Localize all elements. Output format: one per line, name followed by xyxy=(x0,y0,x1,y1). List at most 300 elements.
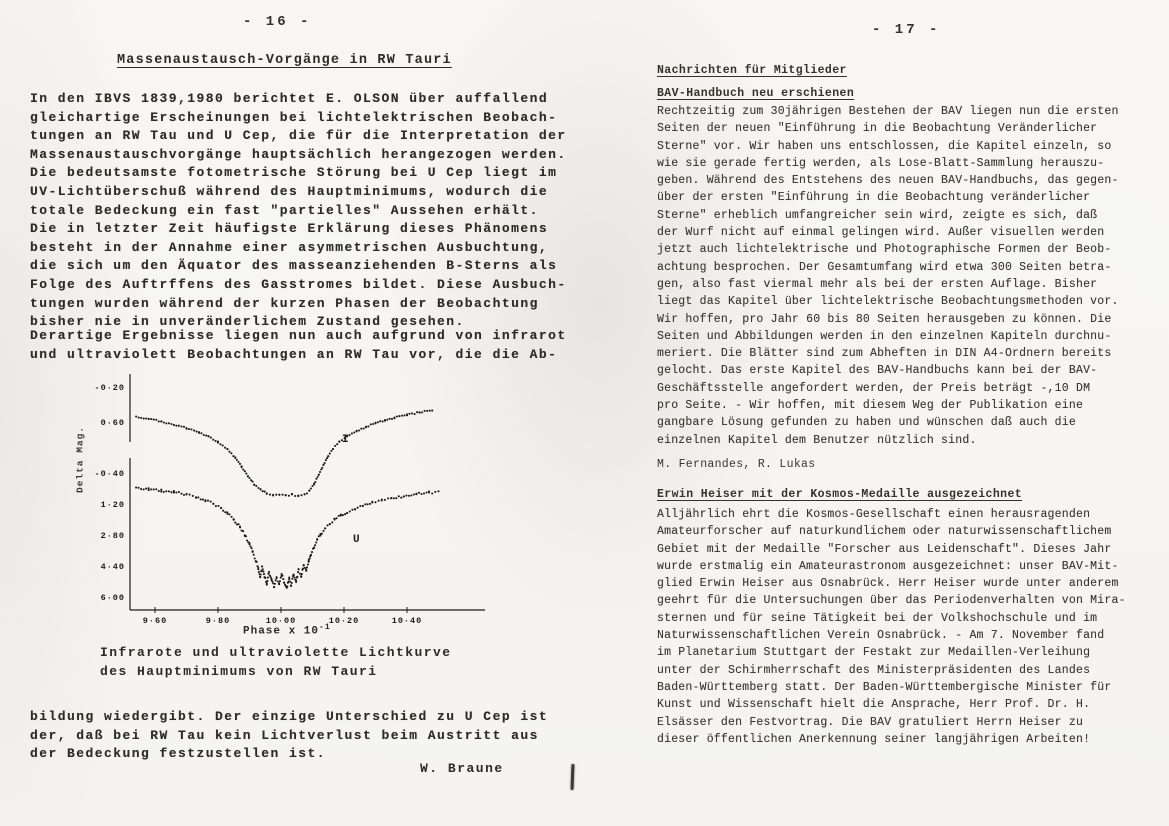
data-point xyxy=(310,487,312,489)
data-point xyxy=(266,580,268,582)
data-point xyxy=(254,557,256,559)
data-point xyxy=(262,571,264,573)
data-point xyxy=(165,490,167,492)
text-line: achtung besprochen. Der Gesamtumfang wird etwa 300 Seiten betra- xyxy=(657,260,1112,274)
data-point xyxy=(257,567,259,569)
data-point xyxy=(248,542,250,544)
text-line: im Planetarium Stuttgart der Festakt zur Medaillen-Verleihung xyxy=(657,646,1091,660)
text-line: des Hauptminimums von RW Tauri xyxy=(100,664,378,679)
data-point xyxy=(374,501,376,503)
data-point xyxy=(143,418,145,420)
text-line: Gebiet mit der Medaille "Forscher aus Leidenschaft". Dieses Jahr xyxy=(657,542,1112,556)
data-point xyxy=(145,417,147,419)
data-point xyxy=(408,413,410,415)
data-point xyxy=(207,435,209,437)
data-point xyxy=(143,488,145,490)
data-point xyxy=(291,493,293,495)
data-point xyxy=(395,497,397,499)
data-point xyxy=(192,495,194,497)
data-point xyxy=(398,495,400,497)
data-point xyxy=(210,437,212,439)
data-point xyxy=(278,583,280,585)
data-point xyxy=(314,544,316,546)
data-point xyxy=(173,490,175,492)
data-point xyxy=(405,494,407,496)
data-point xyxy=(374,422,376,424)
data-point xyxy=(291,578,293,580)
article-paragraph-1 xyxy=(30,90,567,332)
data-point xyxy=(180,493,182,495)
article-bav-handbuch-body xyxy=(657,103,1119,449)
data-point xyxy=(204,499,206,501)
data-point xyxy=(401,415,403,417)
text-line: Geschäftsstelle angefordert werden, der Preis beträgt -,10 DM xyxy=(657,381,1091,395)
data-point xyxy=(228,451,230,453)
data-point xyxy=(280,577,282,579)
article-heading-erwin-heiser: Erwin Heiser mit der Kosmos-Medaille ausgezeichnet xyxy=(657,488,1023,501)
data-point xyxy=(168,490,170,492)
data-point xyxy=(308,561,310,563)
data-point xyxy=(189,494,191,496)
text-line: Sterne" vor. Wir haben uns entschlossen, die Kapitel einzeln, so xyxy=(657,139,1112,153)
text-line: über der ersten "Einführung in die Beobachtung veränderlicher xyxy=(657,191,1091,205)
data-point xyxy=(413,493,415,495)
text-line: In den IBVS 1839,1980 berichtet E. OLSON über auffallend xyxy=(30,91,549,106)
data-point xyxy=(349,510,351,512)
data-point xyxy=(300,494,302,496)
data-point xyxy=(278,494,280,496)
data-point xyxy=(429,410,431,412)
data-point xyxy=(282,578,284,580)
data-point xyxy=(253,554,255,556)
data-point xyxy=(321,467,323,469)
data-point xyxy=(245,535,247,537)
data-point xyxy=(183,426,185,428)
text-line: jetzt auch lichtelektrische und Photographische Formen der Beob- xyxy=(657,243,1112,257)
data-point xyxy=(276,577,278,579)
data-point xyxy=(155,419,157,421)
data-point xyxy=(304,493,306,495)
data-point xyxy=(315,478,317,480)
x-tick-label: 9·80 xyxy=(205,616,231,626)
data-point xyxy=(244,470,246,472)
data-point xyxy=(140,488,142,490)
data-point xyxy=(306,492,308,494)
text-line: Derartige Ergebnisse liegen nun auch aufgrund von infrarot xyxy=(30,328,567,343)
text-line: der Bedeckung festzustellen ist. xyxy=(30,746,327,762)
data-point xyxy=(419,412,421,414)
data-point xyxy=(378,500,380,502)
signature-fernandes-lukas: M. Fernandes, R. Lukas xyxy=(657,458,816,471)
article-erwin-heiser-body xyxy=(657,506,1126,748)
data-point xyxy=(367,503,369,505)
data-point xyxy=(281,575,283,577)
data-point xyxy=(386,419,388,421)
data-point xyxy=(160,489,162,491)
data-point xyxy=(205,435,207,437)
text-line: tungen wurden während der kurzen Phasen der Beobachtung xyxy=(30,295,539,311)
signature-w-braune: W. Braune xyxy=(420,761,504,776)
data-point xyxy=(428,490,430,492)
data-point xyxy=(239,525,241,527)
data-point xyxy=(262,490,264,492)
data-point xyxy=(185,493,187,495)
data-point xyxy=(308,490,310,492)
data-point xyxy=(266,582,268,584)
data-point xyxy=(298,568,300,570)
data-point xyxy=(333,519,335,521)
text-line: meriert. Die Blätter sind zum Abheften in DIN A4-Ordnern bereits xyxy=(657,347,1112,361)
data-point xyxy=(222,510,224,512)
text-line: glied Erwin Heiser aus Osnabrück. Herr Heiser wurde unter anderem xyxy=(657,577,1119,591)
data-point xyxy=(410,494,412,496)
data-point xyxy=(230,452,232,454)
text-line: einzelnen Kapitel dem Benutzer nützlich sind. xyxy=(657,433,977,447)
data-point xyxy=(358,429,360,431)
data-point xyxy=(158,420,160,422)
data-point xyxy=(431,492,433,494)
text-line: geben. Während des Entstehens des neuen BAV-Handbuchs, das gegen- xyxy=(657,174,1119,188)
text-line: dieser öffentlichen Anerkennung seiner langjährigen Arbeiten! xyxy=(657,732,1091,746)
data-point xyxy=(396,415,398,417)
text-line: die sich um den Äquator des masseanziehenden B-Sterns als xyxy=(30,258,558,274)
data-point xyxy=(406,413,408,415)
data-point xyxy=(306,566,308,568)
text-line: Seiten und Abbildungen werden in den einzelnen Kapiteln durchnu- xyxy=(657,329,1112,343)
text-line: gangbare Lösung gefunden zu haben und wünschen daß auch die xyxy=(657,416,1076,430)
text-line: Wir hoffen, pro Jahr 60 bis 80 Seiten herausgeben zu können. Die xyxy=(657,312,1112,326)
chart-caption xyxy=(100,643,452,681)
data-point xyxy=(351,509,353,511)
data-point xyxy=(296,576,298,578)
data-point xyxy=(393,497,395,499)
data-point xyxy=(434,491,436,493)
data-point xyxy=(170,491,172,493)
text-line: und ultraviolett Beobachtungen an RW Tau vor, die die Ab- xyxy=(30,346,558,362)
data-point xyxy=(188,428,190,430)
data-point xyxy=(286,585,288,587)
data-point xyxy=(215,440,217,442)
text-line: Rechtzeitig zum 30jährigen Bestehen der BAV liegen nun die ersten xyxy=(657,105,1119,118)
data-point xyxy=(329,453,331,455)
data-point xyxy=(252,481,254,483)
data-point xyxy=(212,503,214,505)
data-point xyxy=(231,516,233,518)
data-point xyxy=(356,430,358,432)
data-point xyxy=(390,497,392,499)
data-point xyxy=(234,522,236,524)
data-point xyxy=(196,431,198,433)
data-point xyxy=(271,581,273,583)
data-point xyxy=(163,491,165,493)
y-tick-label: 4·40 xyxy=(100,562,125,572)
data-point xyxy=(158,490,160,492)
data-point xyxy=(371,501,373,503)
text-line: Amateurforscher auf naturkundlichem oder naturwissenschaftlichem xyxy=(657,525,1112,539)
data-point xyxy=(321,533,323,535)
text-line: bisher nie in unveränderlichem Zustand gesehen. xyxy=(30,314,465,330)
text-line: gen, also fast viermal mehr als bei der ersten Auflage. Bisher xyxy=(657,277,1098,291)
data-point xyxy=(185,427,187,429)
text-line: Kunst und Wissenschaft hielt die Ansprache, Herr Prof. Dr. H. xyxy=(657,698,1091,712)
data-point xyxy=(269,494,271,496)
data-point xyxy=(426,410,428,412)
data-point xyxy=(288,495,290,497)
series-label-i: I xyxy=(342,434,350,446)
data-point xyxy=(295,579,297,581)
data-point xyxy=(400,497,402,499)
data-point xyxy=(264,491,266,493)
data-point xyxy=(193,430,195,432)
data-point xyxy=(351,432,353,434)
data-point xyxy=(183,494,185,496)
data-point xyxy=(297,495,299,497)
data-point xyxy=(411,412,413,414)
data-point xyxy=(384,419,386,421)
text-line: unter der Schirmherrschaft des Ministerpräsidenten des Landes xyxy=(657,663,1091,677)
data-point xyxy=(160,491,162,493)
data-point xyxy=(272,494,274,496)
data-point xyxy=(217,505,219,507)
data-point xyxy=(274,583,276,585)
data-point xyxy=(326,457,328,459)
text-line: Elsässer den Festvortrag. Die BAV gratuliert Herrn Heiser zu xyxy=(657,715,1084,729)
data-point xyxy=(382,420,384,422)
data-point xyxy=(377,421,379,423)
data-point xyxy=(354,508,356,510)
data-point xyxy=(340,515,342,517)
data-point xyxy=(344,513,346,515)
data-point xyxy=(415,493,417,495)
data-point xyxy=(202,499,204,501)
data-point xyxy=(319,471,321,473)
data-point xyxy=(421,411,423,413)
data-point xyxy=(365,426,367,428)
text-line: Folge des Auftrffens des Gasstromes bildet. Diese Ausbuch- xyxy=(30,276,567,292)
data-point xyxy=(423,492,425,494)
data-point xyxy=(290,585,292,587)
data-point xyxy=(241,465,243,467)
data-point xyxy=(362,505,364,507)
data-point xyxy=(305,570,307,572)
data-point xyxy=(414,413,416,415)
data-point xyxy=(437,490,439,492)
text-line: pro Seite. - Wir hoffen, mit diesem Weg der Publikation eine xyxy=(657,399,1084,413)
data-point xyxy=(252,550,254,552)
data-point xyxy=(326,524,328,526)
data-point xyxy=(324,527,326,529)
data-point xyxy=(150,488,152,490)
text-line: gleichartige Erscheinungen bei lichtelektrischen Beobach- xyxy=(30,109,558,125)
data-point xyxy=(420,493,422,495)
y-tick-label: 2·80 xyxy=(100,531,125,541)
data-point xyxy=(242,530,244,532)
data-point xyxy=(359,505,361,507)
text-line: der, daß bei RW Tau kein Lichtverlust beim Austritt aus xyxy=(30,727,539,743)
data-point xyxy=(431,410,433,412)
data-point xyxy=(148,487,150,489)
data-point xyxy=(338,515,340,517)
text-line: liegt das Kapitel über lichtelektrische Beobachtungsmethoden vor. xyxy=(657,295,1119,309)
data-point xyxy=(398,415,400,417)
data-point xyxy=(338,441,340,443)
page-number-right: - 17 - xyxy=(872,22,941,38)
data-point xyxy=(332,448,334,450)
data-point xyxy=(195,497,197,499)
data-point xyxy=(310,554,312,556)
data-point xyxy=(247,475,249,477)
data-point xyxy=(389,418,391,420)
data-point xyxy=(248,477,250,479)
data-point xyxy=(260,573,262,575)
data-point xyxy=(224,511,226,513)
data-point xyxy=(403,495,405,497)
text-line: wie sie gerade fertig werden, als Lose-Blatt-Sammlung herauszu- xyxy=(657,156,1105,170)
data-point xyxy=(381,499,383,501)
data-point xyxy=(207,500,209,502)
data-point xyxy=(138,417,140,419)
text-line: geehrt für die Untersuchungen über das Periodenverhalten von Mira- xyxy=(657,594,1126,608)
data-point xyxy=(224,447,226,449)
data-point xyxy=(282,494,284,496)
data-point xyxy=(322,530,324,532)
data-point xyxy=(273,586,275,588)
data-point xyxy=(203,434,205,436)
x-tick-label: 10·00 xyxy=(265,616,297,626)
data-point xyxy=(148,418,150,420)
data-point xyxy=(370,423,372,425)
data-point xyxy=(222,444,224,446)
data-point xyxy=(311,551,313,553)
data-point xyxy=(384,499,386,501)
data-point xyxy=(297,571,299,573)
data-point xyxy=(263,573,265,575)
data-point xyxy=(387,497,389,499)
data-point xyxy=(253,484,255,486)
y-tick-label: 6·00 xyxy=(100,593,125,603)
data-point xyxy=(233,518,235,520)
data-point xyxy=(198,431,200,433)
data-point xyxy=(353,431,355,433)
data-point xyxy=(363,427,365,429)
data-point xyxy=(242,468,244,470)
data-point xyxy=(135,415,137,417)
data-point xyxy=(249,545,251,547)
data-point xyxy=(330,450,332,452)
data-point xyxy=(425,491,427,493)
data-point xyxy=(178,491,180,493)
data-point xyxy=(311,485,313,487)
section-heading-nachrichten: Nachrichten für Mitglieder xyxy=(657,64,847,77)
text-line: Seiten der neuen "Einführung in die Beobachtung Veränderlicher xyxy=(657,122,1098,136)
data-point xyxy=(317,476,319,478)
data-point xyxy=(291,582,293,584)
data-point xyxy=(268,571,270,573)
data-point xyxy=(232,455,234,457)
data-point xyxy=(360,428,362,430)
data-point xyxy=(138,487,140,489)
text-line: der Wurf nicht auf einmal gelingen wird. Außer visuellen werden xyxy=(657,226,1105,240)
y-tick-label: 1·20 xyxy=(100,500,125,510)
data-point xyxy=(293,574,295,576)
article-heading-bav-handbuch: BAV-Handbuch neu erschienen xyxy=(657,87,855,100)
text-line: Massenaustauschvorgänge hauptsächlich herangezogen werden. xyxy=(30,146,567,162)
data-point xyxy=(313,483,315,485)
data-point xyxy=(357,507,359,509)
data-point xyxy=(331,521,333,523)
data-point xyxy=(336,443,338,445)
text-line: tungen an RW Tau und U Cep, die für die Interpretation der xyxy=(30,128,567,144)
data-point xyxy=(160,420,162,422)
data-point xyxy=(173,424,175,426)
data-point xyxy=(301,573,303,575)
text-line: UV-Lichtüberschuß während des Hauptminimums, wodurch die xyxy=(30,183,549,199)
data-point xyxy=(200,432,202,434)
text-line: Infrarote und ultraviolette Lichtkurve xyxy=(100,645,452,660)
data-point xyxy=(251,547,253,549)
article-paragraph-2 xyxy=(30,327,567,364)
data-point xyxy=(212,439,214,441)
data-point xyxy=(316,538,318,540)
data-point xyxy=(153,419,155,421)
article-paragraph-3 xyxy=(30,708,548,764)
data-point xyxy=(259,576,261,578)
text-line: Baden-Württemberg statt. Der Baden-Württembergische Minister für xyxy=(657,680,1112,694)
y-tick-label: 0·60 xyxy=(100,418,125,428)
data-point xyxy=(262,568,264,570)
data-point xyxy=(168,422,170,424)
data-point xyxy=(197,496,199,498)
text-line: Die bedeutsamste fotometrische Störung bei U Cep liegt im xyxy=(30,165,558,181)
data-point xyxy=(258,571,260,573)
data-point xyxy=(325,459,327,461)
data-point xyxy=(408,495,410,497)
chart-x-axis-label xyxy=(243,623,331,638)
text-line: besteht in der Annahme einer asymmetrischen Ausbuchtung, xyxy=(30,239,549,255)
data-point xyxy=(150,418,152,420)
data-point xyxy=(288,578,290,580)
y-tick-label: -0·40 xyxy=(94,469,125,479)
data-point xyxy=(255,485,257,487)
data-point xyxy=(403,414,405,416)
data-point xyxy=(293,576,295,578)
text-line: Die in letzter Zeit häufigste Erklärung dieses Phänomens xyxy=(30,221,549,237)
data-point xyxy=(279,580,281,582)
data-point xyxy=(285,494,287,496)
page-number-left: - 16 - xyxy=(243,14,312,30)
data-point xyxy=(217,442,219,444)
y-tick-label: -0·20 xyxy=(94,383,125,393)
data-point xyxy=(283,582,285,584)
data-point xyxy=(275,579,277,581)
light-curve-plot xyxy=(70,366,500,638)
data-point xyxy=(170,423,172,425)
data-point xyxy=(148,489,150,491)
data-point xyxy=(237,523,239,525)
data-point xyxy=(226,448,228,450)
data-point xyxy=(236,459,238,461)
data-point xyxy=(163,421,165,423)
data-point xyxy=(379,420,381,422)
data-point xyxy=(300,575,302,577)
data-point xyxy=(140,417,142,419)
data-point xyxy=(275,494,277,496)
data-point xyxy=(334,445,336,447)
data-point xyxy=(267,576,269,578)
data-point xyxy=(369,503,371,505)
data-point xyxy=(237,461,239,463)
text-line: Naturwissenschaftlichen Verein Osnabrück. - Am 7. November fand xyxy=(657,629,1105,643)
